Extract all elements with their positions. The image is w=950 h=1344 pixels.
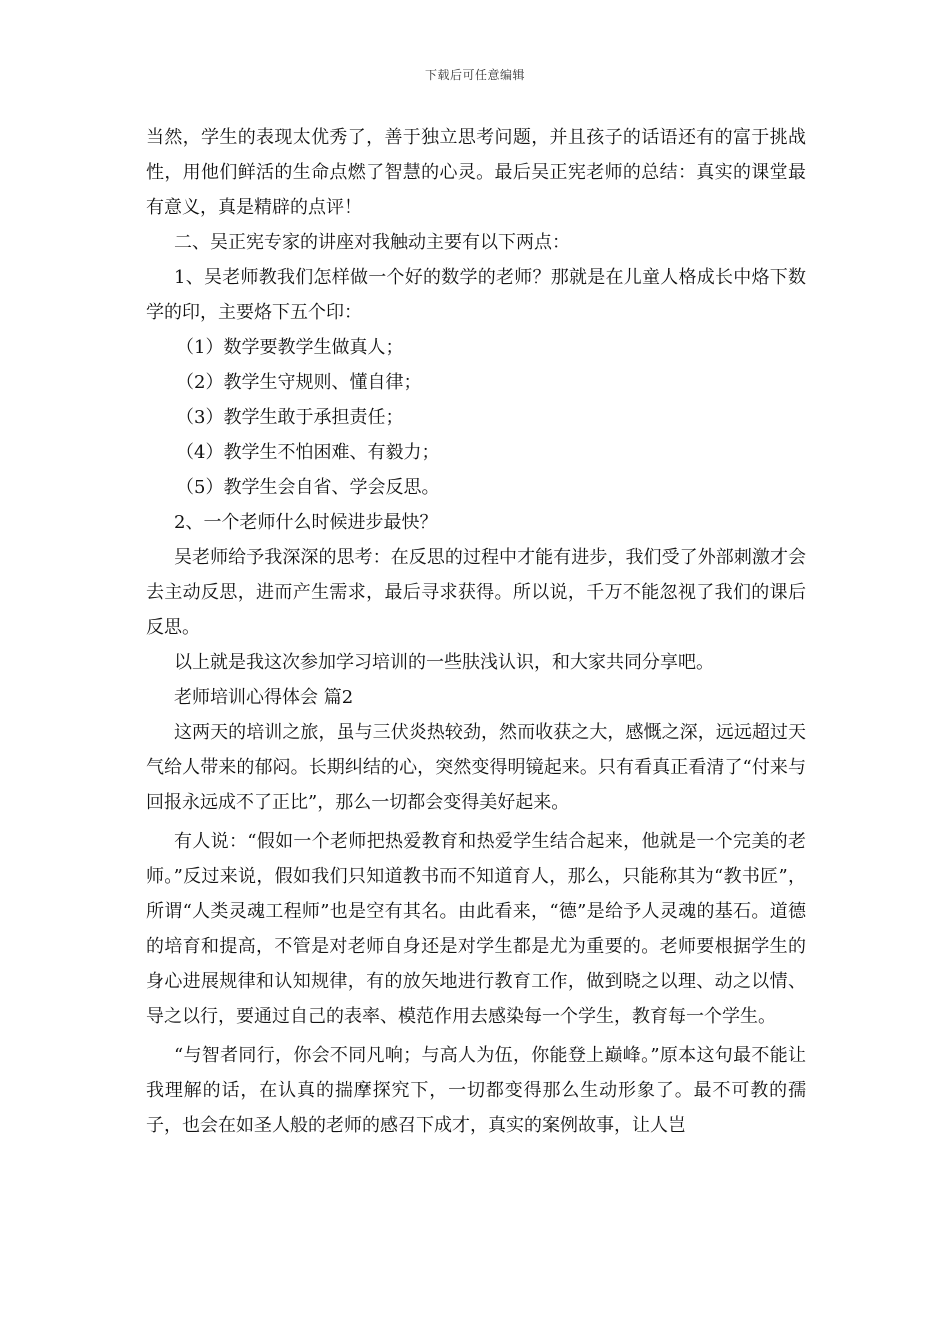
paragraph: “与智者同行，你会不同凡响；与高人为伍，你能登上巅峰。”原本这句最不能让我理解的话，在认真的揣摩探究下，一切都变得那么生动形象了。最不可教的孺子，也会在如圣人般的老师的感召下成才，真实的案例故事，让人岂: [146, 1045, 806, 1136]
paragraph: 这两天的培训之旅，虽与三伏炎热较劲，然而收获之大，感慨之深，远远超过天气给人带来的郁闷。长期纠结的心，突然变得明镜起来。只有看真正看清了“付来与回报永远成不了正比”，那么一切都会变得美好起来。: [146, 722, 806, 813]
section-title: 老师培训心得体会 篇2: [174, 687, 354, 708]
paragraph: 有人说：“假如一个老师把热爱教育和热爱学生结合起来，他就是一个完美的老师。”反过来说，假如我们只知道教书而不知道育人，那么，只能称其为“教书匠”，所谓“人类灵魂工程师”也是空有其名。由此看来，“德”是给予人灵魂的基石。道德的培育和提高，不管是对老师自身还是对学生都是尤为重要的。老师要根据学生的身心进展规律和认知规律，有的放矢地进行教育工作，做到晓之以理、动之以情、导之以行，要通过自己的表率、模范作用去感染每一个学生，教育每一个学生。: [146, 831, 806, 1027]
paragraph: 1、吴老师教我们怎样做一个好的数学的老师？那就是在儿童人格成长中烙下数学的印，主要烙下五个印：: [146, 267, 806, 323]
section-heading: 二、吴正宪专家的讲座对我触动主要有以下两点：: [174, 232, 570, 253]
paragraph: 当然，学生的表现太优秀了，善于独立思考问题，并且孩子的话语还有的富于挑战性，用他们鲜活的生命点燃了智慧的心灵。最后吴正宪老师的总结：真实的课堂最有意义，真是精辟的点评！: [146, 127, 806, 218]
document-body: [146, 120, 806, 1143]
paragraph: 2、一个老师什么时候进步最快？: [174, 512, 438, 533]
page-header: 下载后可任意编辑: [424, 68, 525, 82]
list-item: （3）教学生敢于承担责任；: [176, 407, 404, 428]
paragraph: 以上就是我这次参加学习培训的一些肤浅认识，和大家共同分享吧。: [174, 652, 714, 673]
list-item: （1）数学要教学生做真人；: [176, 337, 404, 358]
paragraph: 吴老师给予我深深的思考：在反思的过程中才能有进步，我们受了外部刺激才会去主动反思，进而产生需求，最后寻求获得。所以说，千万不能忽视了我们的课后反思。: [146, 547, 806, 638]
list-item: （5）教学生会自省、学会反思。: [176, 477, 440, 498]
list-item: （2）教学生守规则、懂自律；: [176, 372, 422, 393]
list-item: （4）教学生不怕困难、有毅力；: [176, 442, 440, 463]
